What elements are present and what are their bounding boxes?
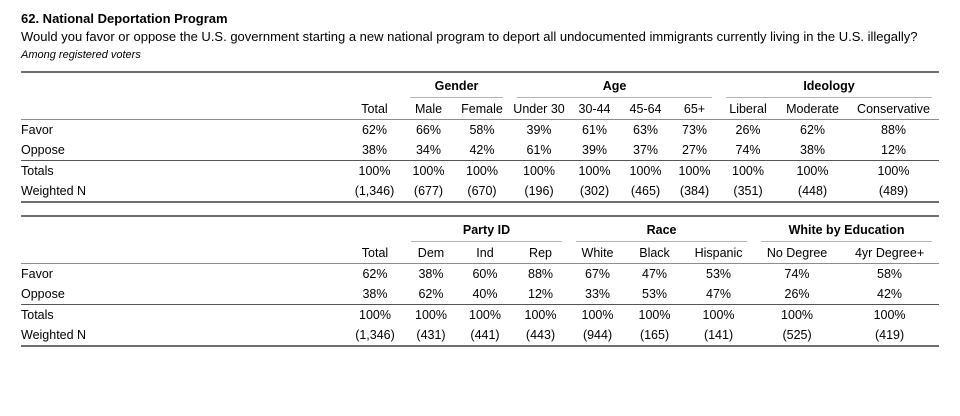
column-header: Hispanic <box>683 242 754 264</box>
table-cell: (443) <box>525 328 556 342</box>
table-cell: 27% <box>682 143 708 157</box>
column-header: Female <box>454 98 510 120</box>
table-cell: (489) <box>878 184 909 198</box>
table-cell: 37% <box>633 143 659 157</box>
totals-rows-body <box>21 305 939 347</box>
table-cell: (196) <box>524 184 554 198</box>
table-cell: 100% <box>510 161 568 182</box>
row-label: Weighted N <box>21 328 87 342</box>
table-row <box>21 181 939 202</box>
column-header: Total <box>346 242 404 264</box>
table-cell: 12% <box>881 143 907 157</box>
table-cell: (351) <box>733 184 763 198</box>
table-cell: 100% <box>626 305 683 326</box>
group-header <box>754 216 939 242</box>
table-cell: 100% <box>346 161 403 182</box>
table-row <box>21 325 939 346</box>
table-cell: 100% <box>621 161 670 182</box>
table-cell: 100% <box>683 305 754 326</box>
table-cell: 47% <box>706 287 732 301</box>
table-cell: 53% <box>706 267 732 281</box>
table-cell: 100% <box>848 161 939 182</box>
column-header: Under 30 <box>510 98 568 120</box>
row-label: Weighted N <box>21 184 87 198</box>
table-cell: 62% <box>362 267 388 281</box>
group-header-label: White by Education <box>761 223 932 242</box>
table-cell: 38% <box>800 143 826 157</box>
table-cell: 61% <box>582 123 608 137</box>
table-cell: 67% <box>585 267 611 281</box>
row-label: Oppose <box>21 287 65 301</box>
table-cell: 40% <box>472 287 498 301</box>
group-header-spacer <box>21 72 403 98</box>
table-cell: (419) <box>874 328 905 342</box>
column-header: 65+ <box>670 98 719 120</box>
column-header-row <box>21 98 939 120</box>
table-cell: 39% <box>582 143 608 157</box>
column-header: No Degree <box>754 242 840 264</box>
column-header: 30-44 <box>568 98 621 120</box>
table-cell: 100% <box>346 305 404 326</box>
table-cell: 61% <box>526 143 552 157</box>
table-cell: 34% <box>415 143 442 157</box>
table-cell: 26% <box>784 287 810 301</box>
table-cell: 100% <box>568 161 621 182</box>
table-cell: (944) <box>582 328 613 342</box>
table-cell: 53% <box>642 287 668 301</box>
row-label-column-header <box>21 242 346 264</box>
column-header: Liberal <box>719 98 777 120</box>
column-header: Male <box>403 98 454 120</box>
table-cell: 12% <box>528 287 554 301</box>
table-cell: 74% <box>735 143 761 157</box>
table-cell: (302) <box>579 184 610 198</box>
table-cell: 100% <box>403 161 454 182</box>
row-label: Favor <box>21 267 53 281</box>
table-cell: 88% <box>528 267 554 281</box>
group-header-label: Gender <box>410 79 503 98</box>
table-cell: 73% <box>682 123 708 137</box>
response-rows-body <box>21 264 939 305</box>
table-row <box>21 305 939 326</box>
group-header-label: Ideology <box>726 79 932 98</box>
column-header: Black <box>626 242 683 264</box>
table-cell: 58% <box>469 123 495 137</box>
table-cell: (670) <box>467 184 497 198</box>
column-header: Moderate <box>777 98 848 120</box>
table-cell: 33% <box>585 287 611 301</box>
column-header: White <box>569 242 626 264</box>
table-cell: 42% <box>877 287 903 301</box>
table-cell: 58% <box>877 267 903 281</box>
column-header-row <box>21 242 939 264</box>
table-cell: (677) <box>413 184 444 198</box>
column-header: 45-64 <box>621 98 670 120</box>
column-header: Total <box>346 98 403 120</box>
group-header <box>569 216 754 242</box>
group-header-row <box>21 216 939 242</box>
column-header: Ind <box>458 242 512 264</box>
crosstab-table-demographics <box>21 71 939 203</box>
table-cell: (1,346) <box>355 328 395 342</box>
column-header: 4yr Degree+ <box>840 242 939 264</box>
table-row <box>21 161 939 182</box>
row-label: Oppose <box>21 143 65 157</box>
table-cell: 100% <box>458 305 512 326</box>
totals-rows-body <box>21 161 939 203</box>
table-cell: 100% <box>719 161 777 182</box>
table-row <box>21 264 939 285</box>
row-label: Totals <box>21 305 346 326</box>
column-header: Rep <box>512 242 569 264</box>
table-cell: (441) <box>470 328 500 342</box>
population-note: Among registered voters <box>21 49 141 61</box>
table-cell: 38% <box>418 267 444 281</box>
crosstab-table-politics <box>21 215 939 347</box>
table-cell: (465) <box>630 184 661 198</box>
table-cell: 60% <box>472 267 498 281</box>
table-cell: 63% <box>633 123 659 137</box>
group-header <box>403 72 510 98</box>
table-cell: (384) <box>679 184 710 198</box>
table-cell: 100% <box>404 305 458 326</box>
table-cell: 88% <box>881 123 907 137</box>
table-row <box>21 140 939 161</box>
table-cell: (1,346) <box>354 184 395 198</box>
response-rows-body <box>21 120 939 161</box>
table-cell: 38% <box>362 287 388 301</box>
group-header-label: Age <box>517 79 712 98</box>
table-head <box>21 72 939 120</box>
table-row <box>21 120 939 141</box>
question-title: 62. National Deportation Program <box>21 11 228 26</box>
table-cell: 42% <box>469 143 495 157</box>
table-cell: 74% <box>784 267 810 281</box>
table-cell: 100% <box>777 161 848 182</box>
table-cell: 26% <box>735 123 761 137</box>
table-cell: 100% <box>569 305 626 326</box>
question-text: Would you favor or oppose the U.S. government starting a new national program to deport all undocumented immigrants currently living in the U.S. illegally? <box>21 29 918 44</box>
table-cell: 62% <box>800 123 826 137</box>
row-label: Favor <box>21 123 53 137</box>
group-header-spacer <box>21 216 404 242</box>
table-cell: 39% <box>526 123 552 137</box>
table-cell: 100% <box>670 161 719 182</box>
table-cell: 62% <box>361 123 388 137</box>
table-cell: (141) <box>703 328 734 342</box>
row-label-column-header <box>21 98 346 120</box>
group-header-row <box>21 72 939 98</box>
column-header: Dem <box>404 242 458 264</box>
group-header <box>719 72 939 98</box>
row-label: Totals <box>21 161 346 182</box>
table-cell: 100% <box>454 161 510 182</box>
table-cell: (431) <box>416 328 446 342</box>
table-cell: (448) <box>797 184 828 198</box>
group-header-label: Party ID <box>411 223 562 242</box>
table-head <box>21 216 939 264</box>
group-header-label: Race <box>576 223 747 242</box>
table-cell: 38% <box>361 143 388 157</box>
group-header <box>510 72 719 98</box>
table-cell: (165) <box>639 328 670 342</box>
table-cell: 100% <box>754 305 840 326</box>
table-cell: 66% <box>415 123 442 137</box>
table-cell: (525) <box>782 328 812 342</box>
table-cell: 62% <box>418 287 444 301</box>
column-header: Conservative <box>848 98 939 120</box>
table-row <box>21 284 939 305</box>
table-cell: 100% <box>840 305 939 326</box>
table-cell: 100% <box>512 305 569 326</box>
table-cell: 47% <box>642 267 668 281</box>
group-header <box>404 216 569 242</box>
